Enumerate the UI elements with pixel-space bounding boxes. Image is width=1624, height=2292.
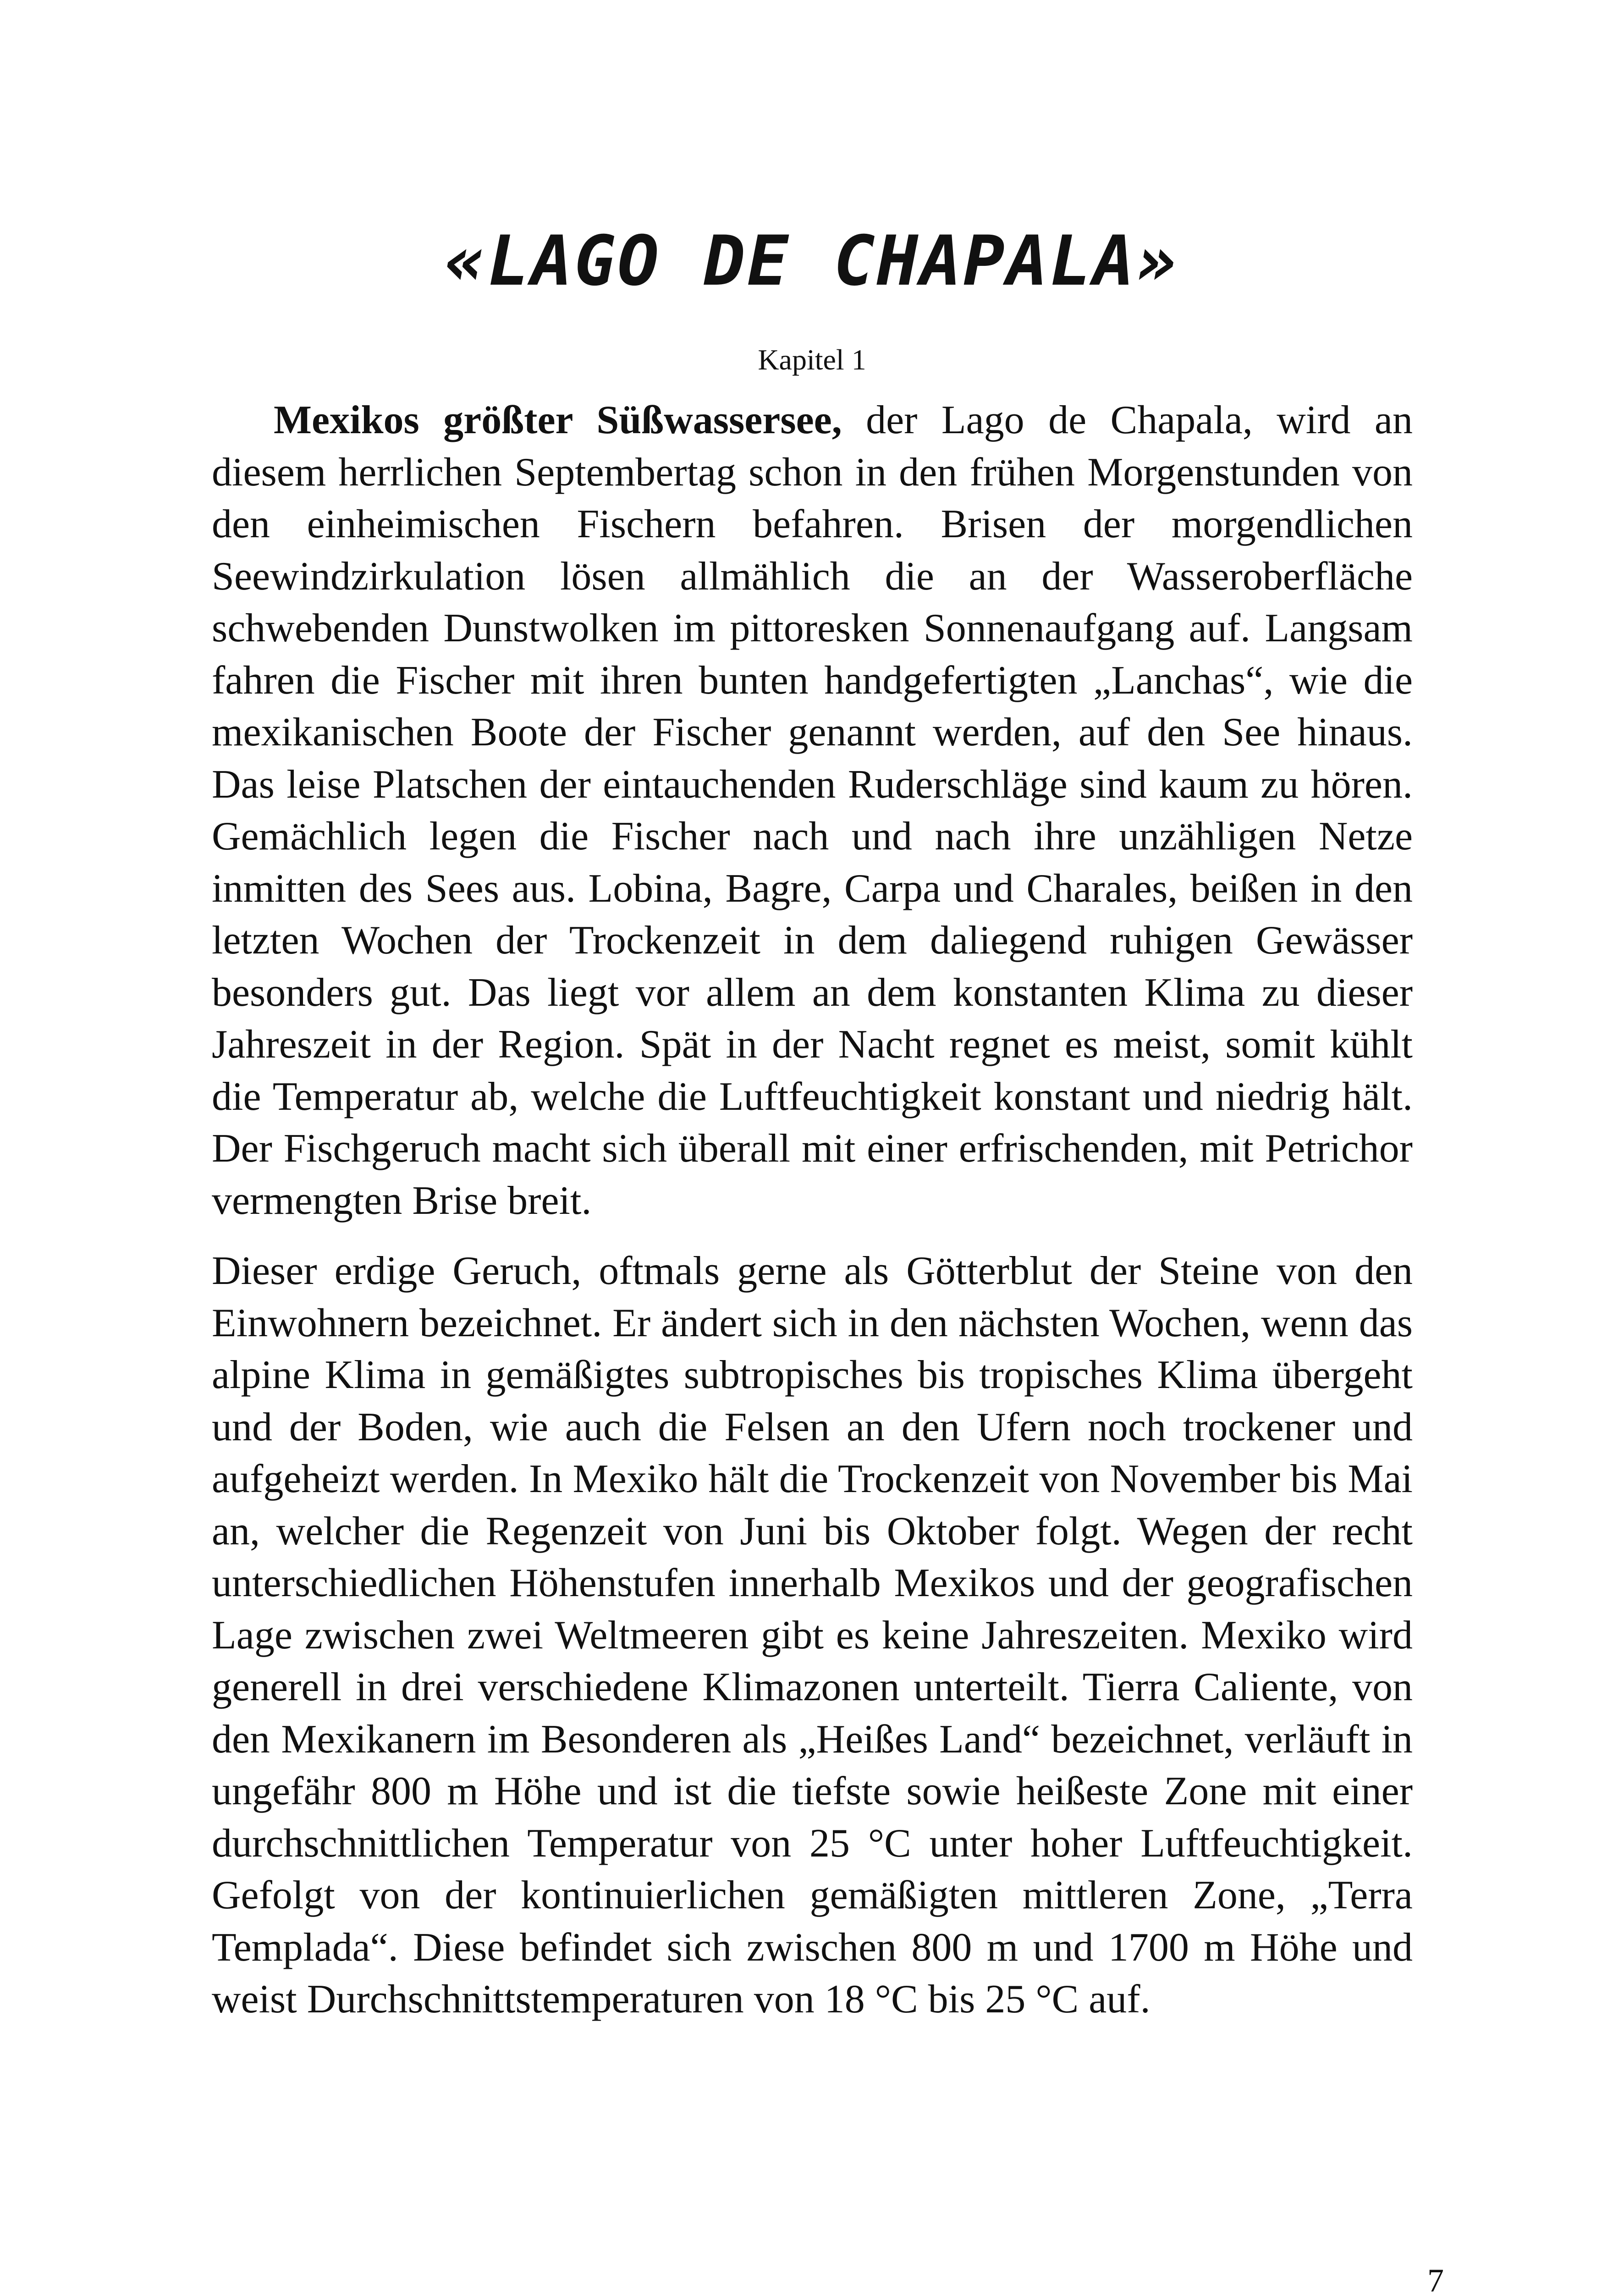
paragraph-1 bbox=[212, 394, 1413, 1227]
paragraph-1-text: der Lago de Chapala, wird an diesem herrlichen Septembertag schon in den frühen Morgenstunden von den einheimischen Fischern befahren. Brisen der morgendlichen Seewindzirkulation lösen allmählich die an der Wasseroberfläche schwebenden Dunstwolken im pittoresken Sonnenaufgang auf. Langsam fahren die Fischer mit ihren bunten handgefertigten „Lanchas“, wie die mexikanischen Boote der Fischer genannt werden, auf den See hinaus. Das leise Platschen der eintauchenden Ruderschläge sind kaum zu hören. Gemächlich legen die Fischer nach und nach ihre unzähligen Netze inmitten des Sees aus. Lobina, Bagre, Carpa und Charales, beißen in den letzten Wochen der Trockenzeit in dem daliegend ruhigen Gewässer besonders gut. Das liegt vor allem an dem konstanten Klima zu dieser Jahreszeit in der Region. Spät in der Nacht regnet es meist, somit kühlt die Temperatur ab, welche die Luftfeuchtigkeit konstant und niedrig hält. Der Fischgeruch macht sich überall mit einer erfrischenden, mit Petrichor vermengten Brise breit. bbox=[212, 398, 1413, 1223]
chapter-title: «LAGO DE CHAPALA» bbox=[444, 221, 1180, 301]
chapter-label: Kapitel 1 bbox=[758, 343, 866, 376]
body-text bbox=[212, 394, 1413, 2026]
paragraph-1-lead: Mexikos größter Süßwassersee, bbox=[274, 398, 842, 442]
paragraph-2: Dieser erdige Geruch, oftmals gerne als Götterblut der Steine von den Einwohnern bezeichnet. Er ändert sich in den nächsten Wochen, wenn das alpine Klima in gemäßigtes subtropisches bis tropisches Klima übergeht und der Boden, wie auch die Felsen an den Ufern noch trockener und aufgeheizt werden. In Mexiko hält die Trockenzeit von November bis Mai an, welcher die Regenzeit von Juni bis Oktober folgt. Wegen der recht unterschiedlichen Höhenstufen innerhalb Mexikos und der geografischen Lage zwischen zwei Weltmeeren gibt es keine Jahreszeiten. Mexiko wird generell in drei verschiedene Klimazonen unterteilt. Tierra Caliente, von den Mexikanern im Besonderen als „Heißes Land“ bezeichnet, verläuft in ungefähr 800 m Höhe und ist die tiefste sowie heißeste Zone mit einer durchschnittlichen Temperatur von 25 °C unter hoher Luftfeuchtigkeit. Gefolgt von der kontinuierlichen gemäßigten mittleren Zone, „Terra Templada“. Diese befindet sich zwischen 800 m und 1700 m Höhe und weist Durchschnittstemperaturen von 18 °C bis 25 °C auf. bbox=[212, 1249, 1413, 2022]
page-number: 7 bbox=[1427, 2262, 1444, 2292]
